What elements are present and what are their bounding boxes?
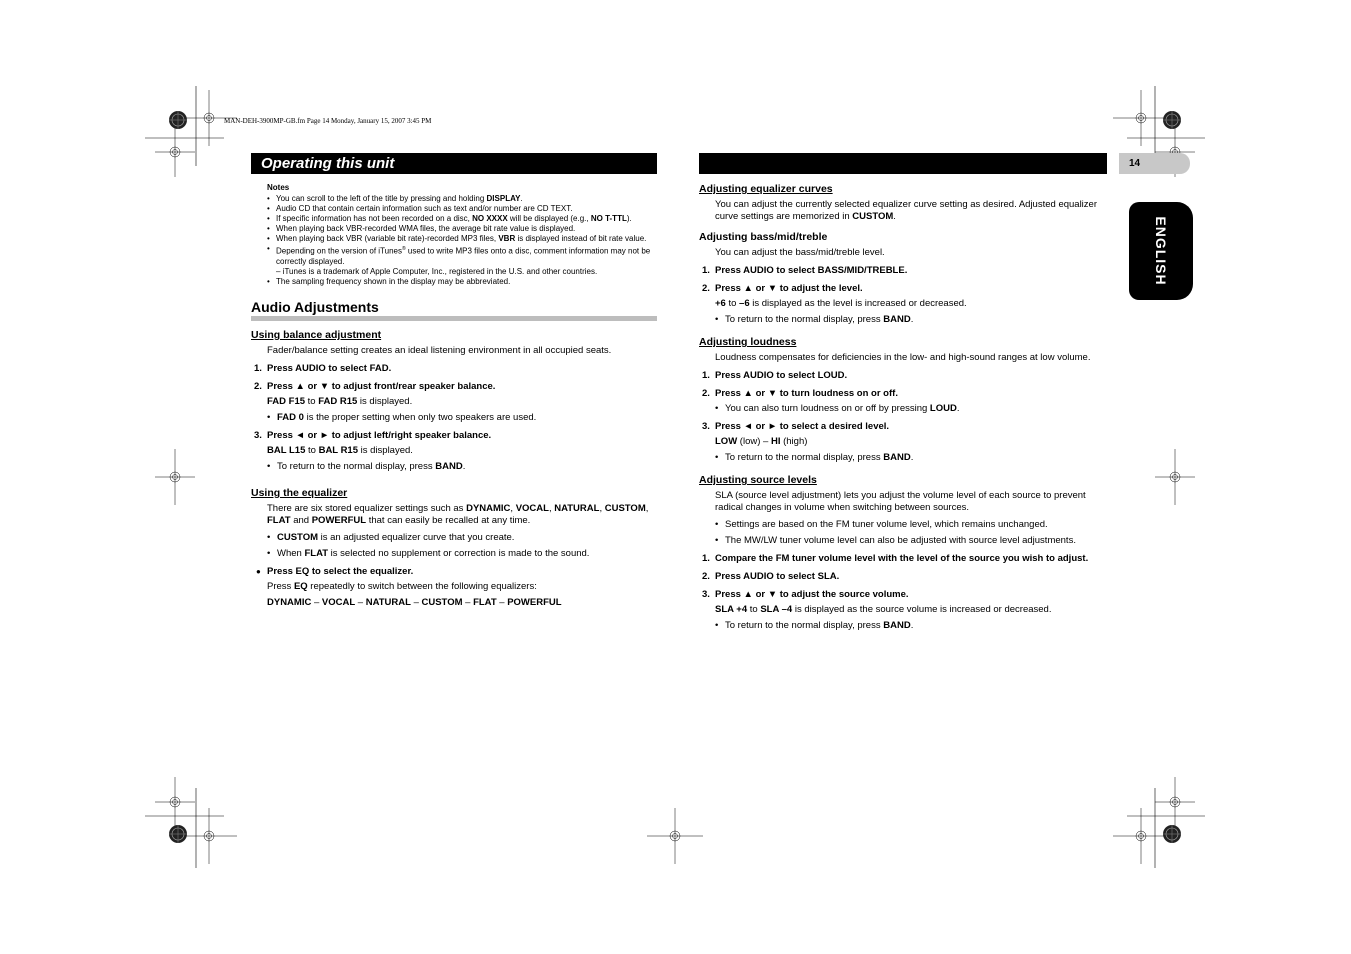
balance-heading: Using balance adjustment — [251, 328, 382, 341]
page-number: 14 — [1119, 153, 1190, 174]
bass-step-2-note: • To return to the normal display, press BAND. — [699, 314, 1107, 326]
equalizer-note-flat: • When FLAT is selected no supplement or correction is made to the sound. — [251, 548, 657, 560]
right-title-bar — [699, 153, 1107, 174]
balance-intro: Fader/balance setting creates an ideal listening environment in all occupied seats. — [267, 344, 612, 356]
curves-text: You can adjust the currently selected equalizer curve setting as desired. Adjusted equalizer curve settings are memorized in CUSTOM. — [715, 199, 1097, 222]
loudness-heading: Adjusting loudness — [699, 336, 797, 348]
loudness-step-2: 2. Press ▲ or ▼ to turn loudness on or off. — [702, 388, 898, 399]
curves-heading: Adjusting equalizer curves — [699, 183, 833, 195]
source-intro: SLA (source level adjustment) lets you adjust the volume level of each source to prevent radical changes in volume when switching between sources. — [715, 490, 1086, 513]
equalizer-repeat-text: Press EQ repeatedly to switch between the following equalizers: — [267, 580, 537, 592]
equalizer-note-custom: • CUSTOM is an adjusted equalizer curve that you create. — [251, 532, 657, 544]
bass-intro: You can adjust the bass/mid/treble level. — [715, 247, 885, 258]
balance-step-2-note: • FAD 0 is the proper setting when only two speakers are used. — [251, 412, 657, 424]
notes-title: Notes — [267, 183, 290, 192]
note-item: • Audio CD that contain certain information such as text and/or number are CD TEXT. — [267, 204, 657, 214]
loudness-step-3-result: LOW (low) – HI (high) — [715, 436, 808, 447]
loudness-step-3-note: • To return to the normal display, press BAND. — [699, 452, 1107, 464]
note-item: • You can scroll to the left of the title by pressing and holding DISPLAY. — [267, 194, 657, 204]
language-tab — [1129, 202, 1193, 300]
bass-step-2-result: +6 to –6 is displayed as the level is increased or decreased. — [715, 298, 967, 309]
note-item: • When playing back VBR-recorded WMA files, the average bit rate value is displayed. — [267, 224, 657, 234]
loudness-step-1: 1. Press AUDIO to select LOUD. — [702, 370, 848, 381]
equalizer-sequence: DYNAMIC – VOCAL – NATURAL – CUSTOM – FLAT – POWERFUL — [267, 596, 562, 608]
balance-step-2: 2. Press ▲ or ▼ to adjust front/rear speaker balance. — [254, 380, 496, 392]
source-step-3-note: • To return to the normal display, press BAND. — [699, 620, 1107, 632]
note-item: • If specific information has not been recorded on a disc, NO XXXX will be displayed (e.g., NO T-TTL). — [267, 214, 657, 224]
note-item: • The sampling frequency shown in the display may be abbreviated. — [267, 277, 657, 287]
language-tab-label: ENGLISH — [1153, 216, 1169, 286]
source-step-3: 3. Press ▲ or ▼ to adjust the source volume. — [702, 589, 909, 600]
right-column — [699, 183, 1107, 636]
balance-step-2-result: FAD F15 to FAD R15 is displayed. — [267, 395, 413, 407]
note-item: • Depending on the version of iTunes® used to write MP3 files onto a disc, comment information may not be correctly displayed. — [267, 244, 657, 267]
bass-heading: Adjusting bass/mid/treble — [699, 231, 828, 243]
equalizer-intro: There are six stored equalizer settings such as DYNAMIC, VOCAL, NATURAL, CUSTOM, FLAT and POWERFUL that can easily be recalled at any time. — [267, 502, 649, 526]
source-step-2: 2. Press AUDIO to select SLA. — [702, 571, 840, 582]
note-item: • When playing back VBR (variable bit rate)-recorded MP3 files, VBR is displayed instead of bit rate value. — [267, 234, 657, 244]
audio-adjustments-title: Audio Adjustments — [251, 301, 657, 321]
note-subitem: – iTunes is a trademark of Apple Computer, Inc., registered in the U.S. and other countries. — [276, 266, 598, 276]
bass-step-2: 2. Press ▲ or ▼ to adjust the level. — [702, 283, 863, 294]
balance-step-1: 1. Press AUDIO to select FAD. — [254, 362, 392, 374]
left-column — [251, 183, 657, 609]
source-note-1: • Settings are based on the FM tuner volume level, which remains unchanged. — [699, 519, 1107, 531]
loudness-step-3: 3. Press ◄ or ► to select a desired level. — [702, 421, 890, 432]
equalizer-step: ● Press EQ to select the equalizer. — [251, 566, 657, 578]
source-heading: Adjusting source levels — [699, 474, 817, 486]
notes-block — [251, 183, 657, 287]
section-title-bar: Operating this unit — [251, 153, 657, 174]
file-info-header: MAN-DEH-3900MP-GB.fm Page 14 Monday, January 15, 2007 3:45 PM — [224, 117, 432, 125]
balance-step-3: 3. Press ◄ or ► to adjust left/right speaker balance. — [254, 429, 492, 441]
loudness-step-2-note: • You can also turn loudness on or off by pressing LOUD. — [699, 403, 1107, 415]
source-step-1: 1. Compare the FM tuner volume level with the level of the source you wish to adjust. — [702, 553, 1089, 564]
bass-step-1: 1. Press AUDIO to select BASS/MID/TREBLE. — [702, 265, 908, 276]
equalizer-heading: Using the equalizer — [251, 486, 348, 499]
balance-step-3-note: • To return to the normal display, press BAND. — [251, 461, 657, 473]
source-step-3-result: SLA +4 to SLA –4 is displayed as the source volume is increased or decreased. — [715, 604, 1052, 615]
source-note-2: • The MW/LW tuner volume level can also be adjusted with source level adjustments. — [699, 535, 1107, 547]
balance-step-3-result: BAL L15 to BAL R15 is displayed. — [267, 444, 413, 456]
loudness-intro: Loudness compensates for deficiencies in the low- and high-sound ranges at low volume. — [715, 352, 1091, 363]
